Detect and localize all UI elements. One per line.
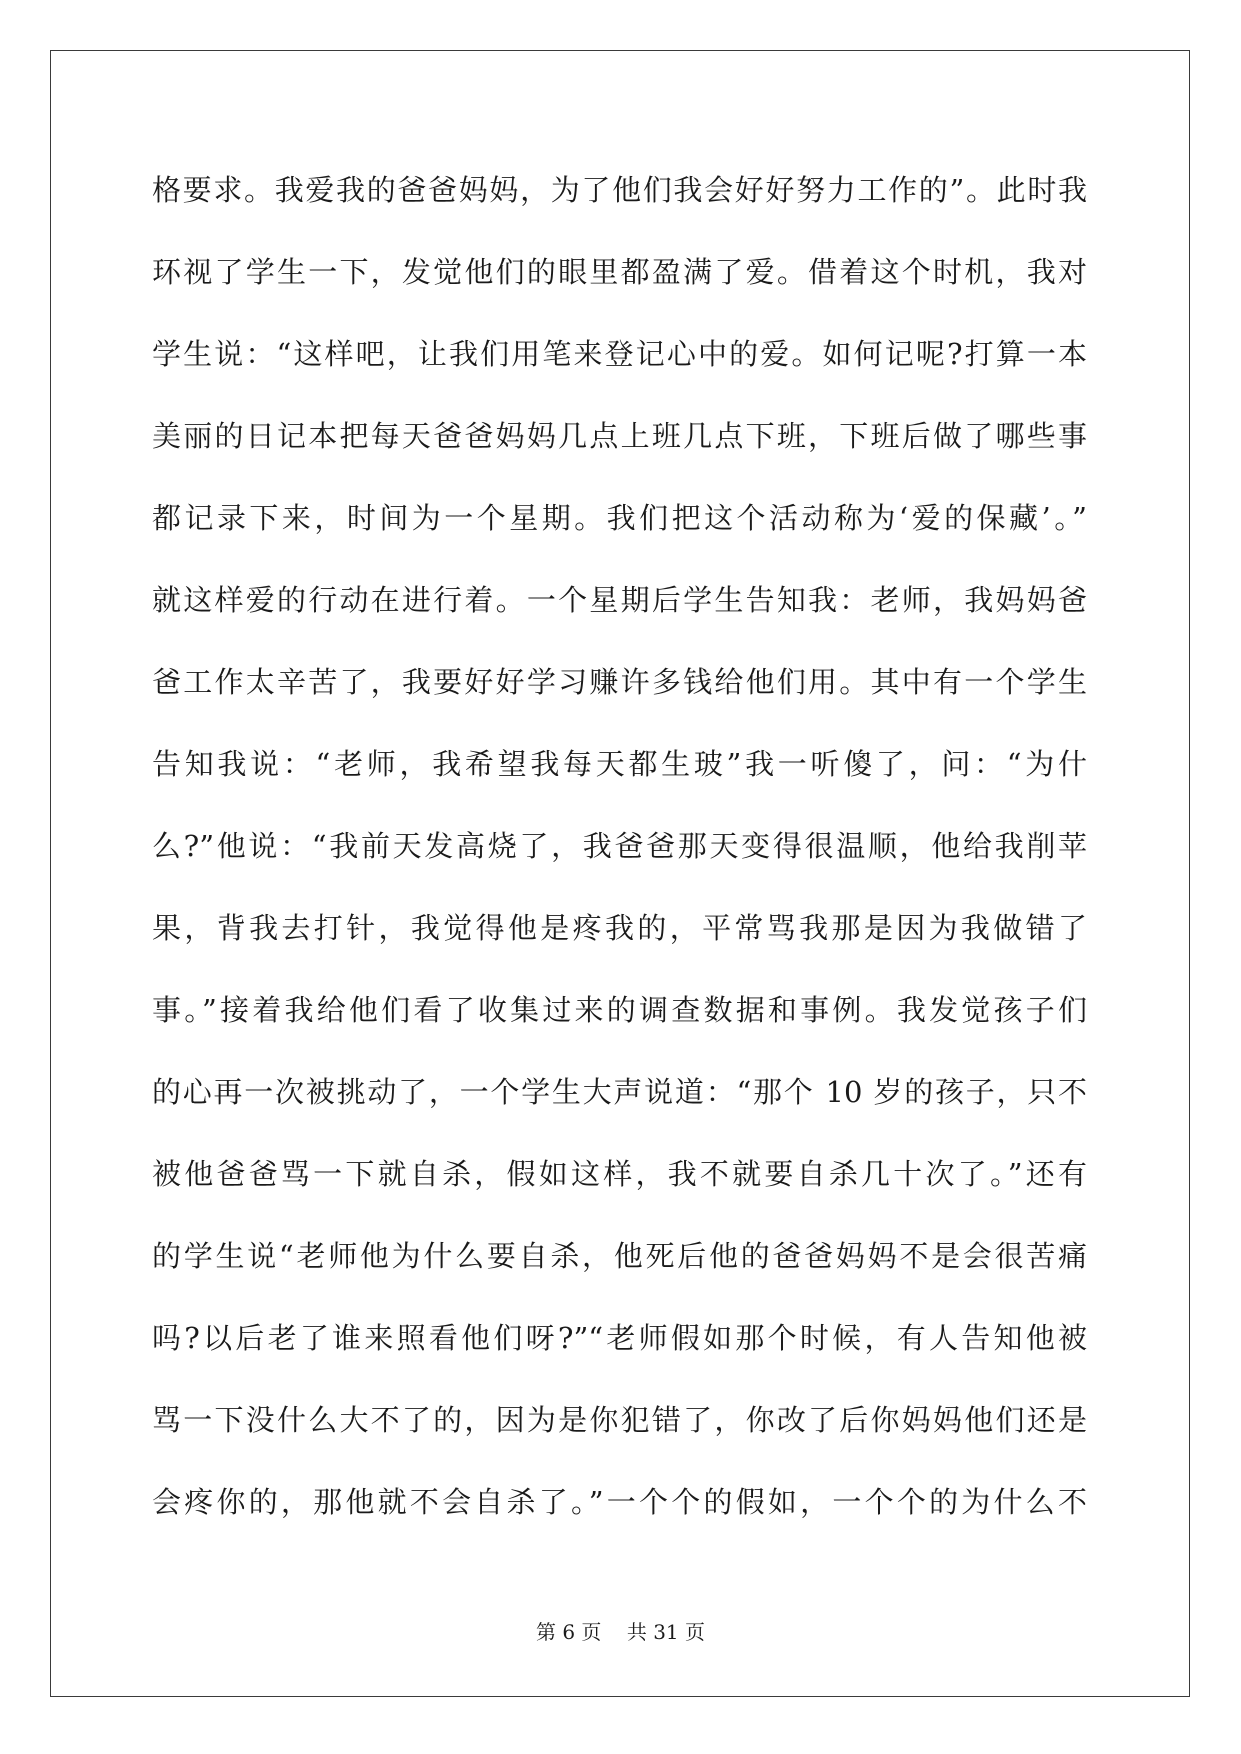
- text-line: 格要求。我爱我的爸爸妈妈，为了他们我会好好努力工作的”。此时我: [152, 173, 1087, 207]
- text-line: 环视了学生一下，发觉他们的眼里都盈满了爱。借着这个时机，我对: [152, 255, 1087, 289]
- text-line: 的心再一次被挑动了，一个学生大声说道：“那个 10 岁的孩子，只不: [152, 1075, 1087, 1109]
- text-line: 骂一下没什么大不了的，因为是你犯错了，你改了后你妈妈他们还是: [152, 1403, 1087, 1437]
- text-line: 告知我说：“老师，我希望我每天都生玻”我一听傻了，问：“为什: [152, 747, 1087, 781]
- text-line: 都记录下来，时间为一个星期。我们把这个活动称为‘爱的保藏’。”: [152, 501, 1087, 535]
- page-number: 第 6 页 共 31 页: [535, 1620, 706, 1644]
- text-line: 吗?以后老了谁来照看他们呀?”“老师假如那个时候，有人告知他被: [152, 1321, 1087, 1355]
- text-line: 果，背我去打针，我觉得他是疼我的，平常骂我那是因为我做错了: [152, 911, 1087, 945]
- text-line: 就这样爱的行动在进行着。一个星期后学生告知我：老师，我妈妈爸: [152, 583, 1087, 617]
- body-text: [152, 160, 1087, 1554]
- text-line: 么?”他说：“我前天发高烧了，我爸爸那天变得很温顺，他给我削苹: [152, 829, 1087, 863]
- text-line: 美丽的日记本把每天爸爸妈妈几点上班几点下班，下班后做了哪些事: [152, 419, 1087, 453]
- text-line: 学生说：“这样吧，让我们用笔来登记心中的爱。如何记呢?打算一本: [152, 337, 1087, 371]
- text-line: 被他爸爸骂一下就自杀，假如这样，我不就要自杀几十次了。”还有: [152, 1157, 1087, 1191]
- text-line: 事。”接着我给他们看了收集过来的调查数据和事例。我发觉孩子们: [152, 993, 1087, 1027]
- text-line: 爸工作太辛苦了，我要好好学习赚许多钱给他们用。其中有一个学生: [152, 665, 1087, 699]
- text-line: 会疼你的，那他就不会自杀了。”一个个的假如，一个个的为什么不: [152, 1485, 1087, 1519]
- text-line: 的学生说“老师他为什么要自杀，他死后他的爸爸妈妈不是会很苦痛: [152, 1239, 1087, 1273]
